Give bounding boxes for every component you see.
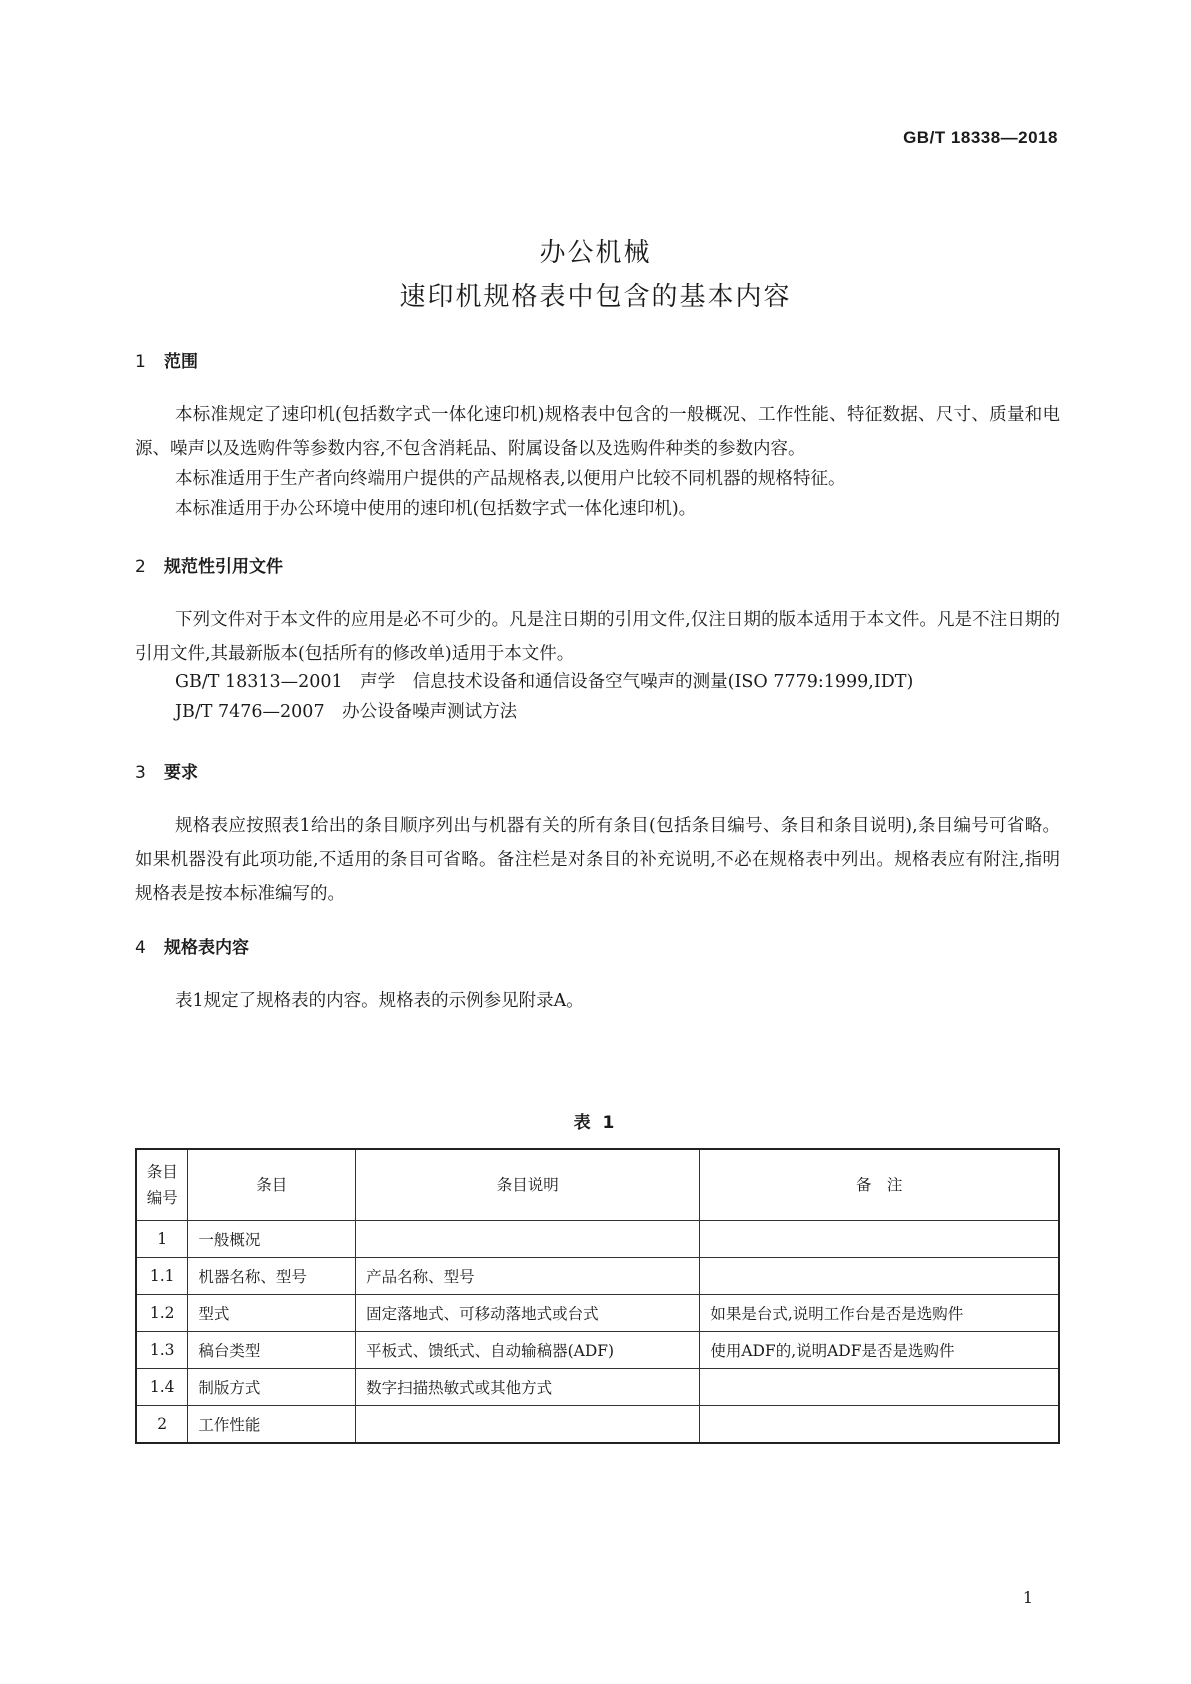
header-item: 条目 [188, 1149, 356, 1221]
page-number: 1 [1022, 1588, 1033, 1607]
table-row [136, 1406, 1059, 1444]
cell-remarks [700, 1258, 1059, 1295]
reference-item: JB/T 7476—2007 办公设备噪声测试方法 [175, 702, 518, 722]
cell-item: 工作性能 [188, 1406, 356, 1444]
cell-remarks [700, 1406, 1059, 1444]
table-row [136, 1369, 1059, 1406]
section-3-paragraph-1: 规格表应按照表1给出的条目顺序列出与机器有关的所有条目(包括条目编号、条目和条目说明),条目编号可省略。如果机器没有此项功能,不适用的条目可省略。备注栏是对条目的补充说明,不必在规格表中列出。规格表应有附注,指明规格表是按本标准编写的。 [135, 816, 1060, 904]
document-title-line-1: 办公机械 [539, 238, 652, 268]
section-4-paragraph-1: 表1规定了规格表的内容。规格表的示例参见附录A。 [175, 991, 584, 1011]
table-row [136, 1332, 1059, 1369]
section-2-paragraph-1: 下列文件对于本文件的应用是必不可少的。凡是注日期的引用文件,仅注日期的版本适用于本文件。凡是不注日期的引用文件,其最新版本(包括所有的修改单)适用于本文件。 [135, 610, 1060, 664]
header-item-description: 条目说明 [356, 1149, 700, 1221]
reference-item: GB/T 18313—2001 声学 信息技术设备和通信设备空气噪声的测量(ISO 7779:1999,IDT) [175, 672, 914, 692]
standard-number: GB/T 18338—2018 [903, 128, 1058, 147]
spec-table [135, 1148, 1060, 1444]
cell-item: 机器名称、型号 [188, 1258, 356, 1295]
section-number: 3 [135, 763, 146, 783]
cell-description [356, 1406, 700, 1444]
cell-description [356, 1221, 700, 1258]
cell-remarks [700, 1221, 1059, 1258]
cell-number: 1.3 [136, 1332, 188, 1369]
document-title-line-2: 速印机规格表中包含的基本内容 [399, 282, 792, 312]
section-title: 规范性引用文件 [164, 557, 283, 577]
section-number: 4 [135, 938, 146, 958]
header-remarks: 备 注 [700, 1149, 1059, 1221]
cell-description: 固定落地式、可移动落地式或台式 [356, 1295, 700, 1332]
cell-remarks: 使用ADF的,说明ADF是否是选购件 [700, 1332, 1059, 1369]
table-row [136, 1221, 1059, 1258]
table-row [136, 1295, 1059, 1332]
cell-number: 1.2 [136, 1295, 188, 1332]
cell-number: 2 [136, 1406, 188, 1444]
section-1-paragraph-3: 本标准适用于办公环境中使用的速印机(包括数字式一体化速印机)。 [175, 499, 697, 519]
section-1-paragraph-1: 本标准规定了速印机(包括数字式一体化速印机)规格表中包含的一般概况、工作性能、特征数据、尺寸、质量和电源、噪声以及选购件等参数内容,不包含消耗品、附属设备以及选购件种类的参数内容。 [135, 405, 1060, 459]
section-number: 2 [135, 557, 146, 577]
section-title: 要求 [164, 763, 198, 783]
cell-item: 稿台类型 [188, 1332, 356, 1369]
table-header-row [136, 1149, 1059, 1221]
cell-number: 1 [136, 1221, 188, 1258]
cell-remarks: 如果是台式,说明工作台是否是选购件 [700, 1295, 1059, 1332]
section-number: 1 [135, 352, 146, 372]
cell-item: 一般概况 [188, 1221, 356, 1258]
section-title: 范围 [164, 352, 198, 372]
cell-item: 制版方式 [188, 1369, 356, 1406]
section-4-heading [135, 933, 249, 958]
table-caption: 表 1 [573, 1113, 618, 1133]
section-2-heading [135, 552, 283, 577]
cell-description: 平板式、馈纸式、自动输稿器(ADF) [356, 1332, 700, 1369]
table-row [136, 1258, 1059, 1295]
cell-description: 产品名称、型号 [356, 1258, 700, 1295]
section-1-paragraph-2: 本标准适用于生产者向终端用户提供的产品规格表,以便用户比较不同机器的规格特征。 [175, 469, 846, 489]
cell-number: 1.4 [136, 1369, 188, 1406]
section-title: 规格表内容 [164, 938, 249, 958]
cell-description: 数字扫描热敏式或其他方式 [356, 1369, 700, 1406]
cell-number: 1.1 [136, 1258, 188, 1295]
header-item-number: 条目 编号 [136, 1149, 188, 1221]
cell-remarks [700, 1369, 1059, 1406]
cell-item: 型式 [188, 1295, 356, 1332]
section-1-heading [135, 347, 198, 372]
section-3-heading [135, 758, 198, 783]
